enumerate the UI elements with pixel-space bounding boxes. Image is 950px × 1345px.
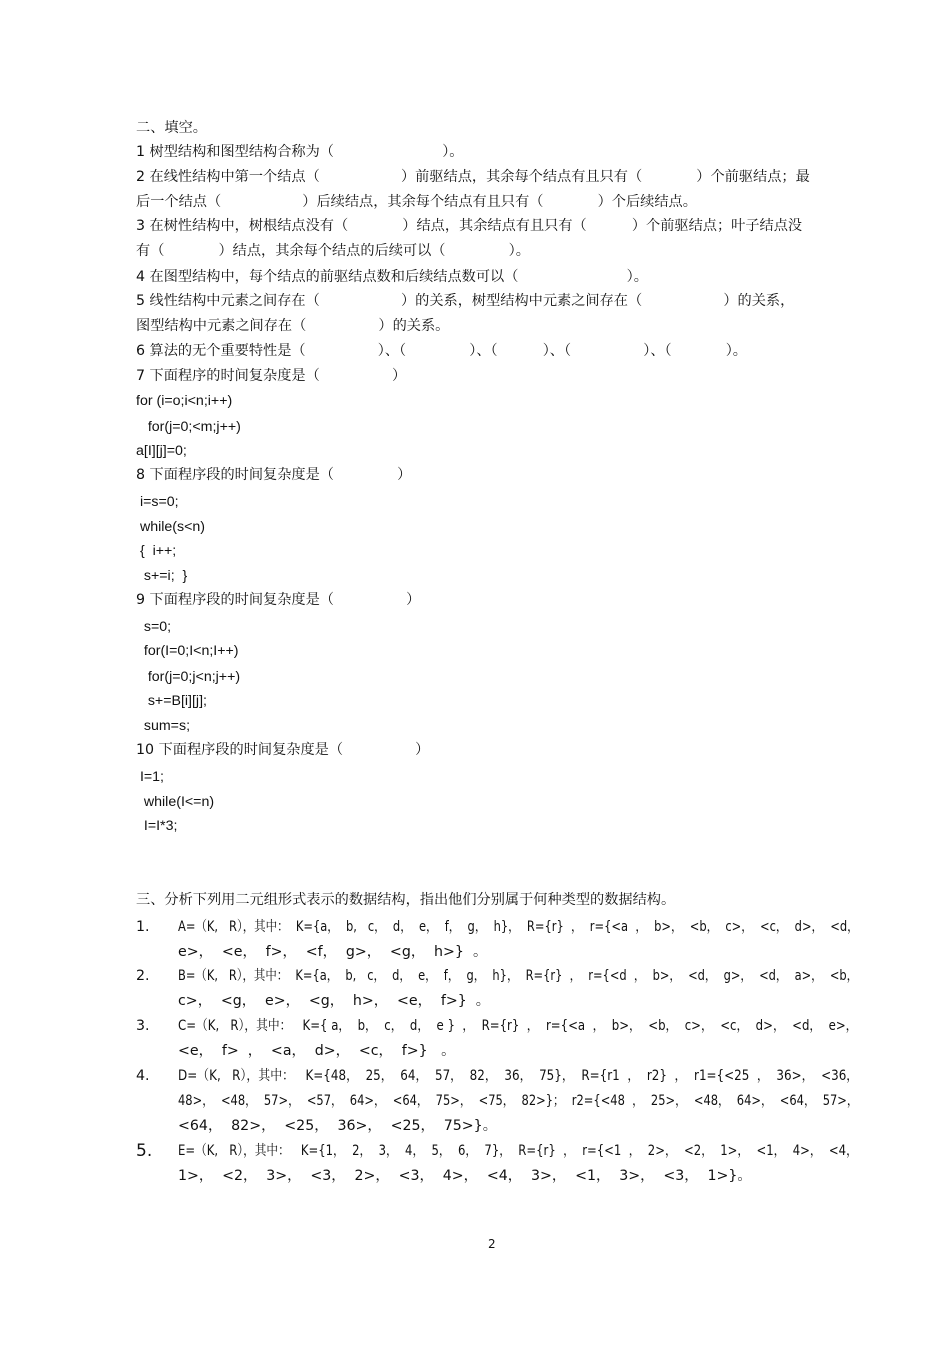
item-line: 48>， <48， 57>， <57， 64>， <64， 75>， <75， 82>}； r2={<48 ， 25>， <48， 64>， <64， 57>， bbox=[178, 1093, 859, 1109]
question-3: 3 在树性结构中，树根结点没有（ ）结点，其余结点有且只有（ ）个前驱结点；叶子结点没 bbox=[136, 218, 803, 234]
item-number: 1. bbox=[136, 919, 150, 935]
item-line: <64， 82>， <25， 36>， <25， 75>}。 bbox=[178, 1118, 497, 1134]
question-1: 1 树型结构和图型结构合称为（ ）。 bbox=[136, 144, 464, 160]
question-6: 6 算法的无个重要特性是（ ）、（ ）、（ ）、（ ）、（ ）。 bbox=[136, 343, 747, 359]
item-line: B=（K, R），其中： K={a， b, c， d， e， f， g， h}， R={r} ， r={<d ， b>， <d， g>， <d， a>， <b， bbox=[178, 968, 859, 984]
item-line: <e， f> ， <a， d>， <c， f>} 。 bbox=[178, 1043, 456, 1059]
code-line: a[I][j]=0; bbox=[136, 443, 187, 459]
code-line: I=1; bbox=[136, 769, 165, 785]
code-line: s+=i; } bbox=[136, 568, 188, 584]
question-2-cont: 后一个结点（ ）后续结点，其余每个结点有且只有（ ）个后续结点。 bbox=[136, 194, 697, 210]
item-line: e>， <e， f>， <f， g>， <g， h>} 。 bbox=[178, 944, 488, 960]
code-line: s+=B[i][j]; bbox=[136, 693, 207, 709]
question-5: 5 线性结构中元素之间存在（ ）的关系，树型结构中元素之间存在（ ）的关系， bbox=[136, 293, 795, 309]
item-number: 5. bbox=[136, 1141, 153, 1161]
item-number: 2. bbox=[136, 968, 150, 984]
question-9: 9 下面程序段的时间复杂度是（ ） bbox=[136, 592, 421, 608]
section2-title: 二、填空。 bbox=[136, 120, 207, 136]
code-line: s=0; bbox=[136, 619, 172, 635]
code-line: while(s<n) bbox=[136, 519, 205, 535]
item-line: C=（K, R），其中： K={ a， b， c， d， e } ， R={r} ， r={<a ， b>， <b， c>， <c， d>， <d， e>， bbox=[178, 1018, 858, 1034]
item-line: c>， <g， e>， <g， h>， <e， f>} 。 bbox=[178, 993, 490, 1009]
item-line: A=（K, R），其中： K={a， b, c， d， e， f， g， h}， R={r} ， r={<a ， b>， <b， c>， <c， d>， <d， bbox=[178, 919, 859, 935]
code-line: while(I<=n) bbox=[136, 794, 215, 810]
code-line: for(j=0;<m;j++) bbox=[136, 419, 241, 435]
item-line: E=（K, R），其中： K={1， 2， 3， 4， 5， 6， 7}， R={r} ， r={<1 ， 2>， <2， 1>， <1， 4>， <4， bbox=[178, 1143, 858, 1159]
item-number: 4. bbox=[136, 1068, 150, 1084]
item-line: 1>， <2， 3>， <3， 2>， <3， 4>， <4， 3>， <1， 3>， <3， 1>}。 bbox=[178, 1168, 752, 1184]
question-3-cont: 有（ ）结点，其余每个结点的后续可以（ ）。 bbox=[136, 243, 530, 259]
item-number: 3. bbox=[136, 1018, 150, 1034]
code-line: I=I*3; bbox=[136, 818, 178, 834]
code-line: { i++; bbox=[136, 543, 177, 559]
question-8: 8 下面程序段的时间复杂度是（ ） bbox=[136, 467, 412, 483]
code-line: for (i=o;i<n;i++) bbox=[136, 393, 233, 409]
code-line: sum=s; bbox=[136, 718, 191, 734]
page-number: 2 bbox=[488, 1237, 496, 1251]
question-2: 2 在线性结构中第一个结点（ ）前驱结点，其余每个结点有且只有（ ）个前驱结点；最 bbox=[136, 169, 810, 185]
code-line: for(j=0;j<n;j++) bbox=[136, 669, 241, 685]
item-line: D=（K, R），其中： K={48， 25， 64， 57， 82， 36， 75}， R={r1 ， r2} ， r1={<25 ， 36>， <36， bbox=[178, 1068, 859, 1084]
question-4: 4 在图型结构中，每个结点的前驱结点数和后续结点数可以（ ）。 bbox=[136, 269, 648, 285]
question-10: 10 下面程序段的时间复杂度是（ ） bbox=[136, 742, 430, 758]
code-line: for(I=0;I<n;I++) bbox=[136, 643, 239, 659]
question-7: 7 下面程序的时间复杂度是（ ） bbox=[136, 368, 407, 384]
question-5-cont: 图型结构中元素之间存在（ ）的关系。 bbox=[136, 318, 450, 334]
code-line: i=s=0; bbox=[136, 494, 179, 510]
section3-title: 三、分析下列用二元组形式表示的数据结构，指出他们分别属于何种类型的数据结构。 bbox=[136, 892, 676, 908]
